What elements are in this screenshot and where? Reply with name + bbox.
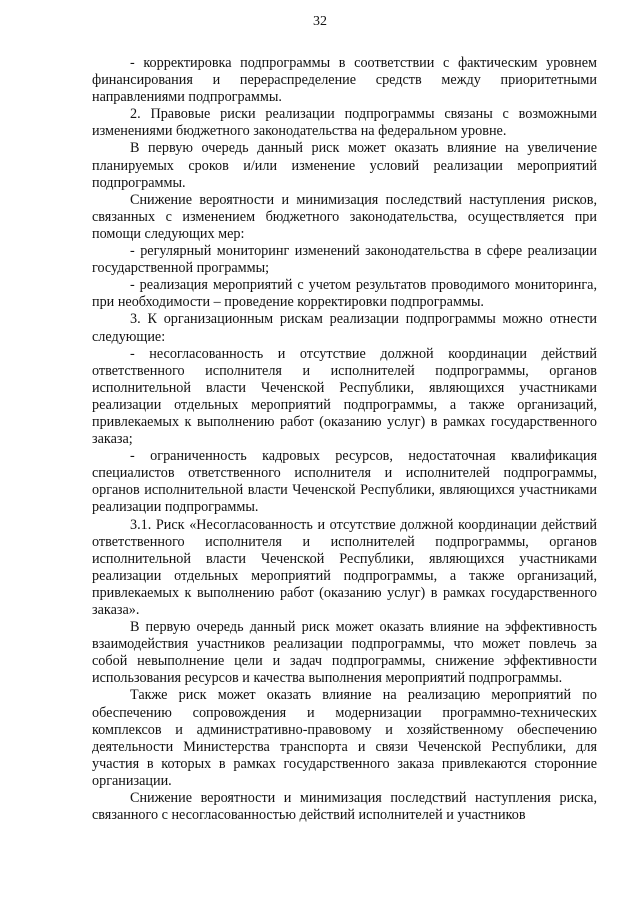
paragraph: Также риск может оказать влияние на реализацию мероприятий по обеспечению сопровождения и модернизации программно-технических комплексов и административно-правовому и хозяйственному обеспечению деятельности Министерства транспорта и связи Чеченской Республики, для участия в которых в рамках государственного заказа привлекаются сторонние организации. — [92, 687, 597, 789]
page-number: 32 — [313, 14, 327, 29]
paragraph: - реализация мероприятий с учетом результатов проводимого мониторинга, при необходимости – проведение корректировки подпрограммы. — [92, 277, 597, 311]
paragraph: 2. Правовые риски реализации подпрограммы связаны с возможными изменениями бюджетного законодательства на федеральном уровне. — [92, 106, 597, 140]
paragraph: Снижение вероятности и минимизация последствий наступления рисков, связанных с изменением бюджетного законодательства, осуществляется при помощи следующих мер: — [92, 191, 597, 242]
paragraph: - регулярный мониторинг изменений законодательства в сфере реализации государственной программы; — [92, 243, 597, 277]
paragraph: - ограниченность кадровых ресурсов, недостаточная квалификация специалистов ответственного исполнителя и исполнителей подпрограммы, органов исполнительной власти Чеченской Республики, являющихся участниками реализации подпрограммы. — [92, 448, 597, 516]
paragraph: 3.1. Риск «Несогласованность и отсутствие должной координации действий ответственного исполнителя и исполнителей подпрограммы, органов исполнительной власти Чеченской Республики, являющихся участниками реализации отдельных мероприятий подпрограммы, а также организаций, привлекаемых к выполнению работ (оказанию услуг) в рамках государственного заказа». — [92, 516, 597, 618]
paragraph: 3. К организационным рискам реализации подпрограммы можно отнести следующие: — [92, 311, 597, 345]
document-body — [92, 55, 597, 824]
paragraph: В первую очередь данный риск может оказать влияние на эффективность взаимодействия участников реализации подпрограммы, что может повлечь за собой невыполнение цели и задач подпрограммы, снижение эффективности использования ресурсов и качества выполнения мероприятий подпрограммы. — [92, 619, 597, 687]
paragraph: В первую очередь данный риск может оказать влияние на увеличение планируемых сроков и/или изменение условий реализации мероприятий подпрограммы. — [92, 140, 597, 191]
paragraph: - корректировка подпрограммы в соответствии с фактическим уровнем финансирования и перераспределение средств между приоритетными направлениями подпрограммы. — [92, 55, 597, 106]
paragraph: - несогласованность и отсутствие должной координации действий ответственного исполнителя и исполнителей подпрограммы, органов исполнительной власти Чеченской Республики, являющихся участниками реализации отдельных мероприятий подпрограммы, а также организаций, привлекаемых к выполнению работ (оказанию услуг) в рамках государственного заказа; — [92, 345, 597, 448]
paragraph: Снижение вероятности и минимизация последствий наступления риска, связанного с несогласованностью действий исполнителей и участников — [92, 790, 597, 824]
